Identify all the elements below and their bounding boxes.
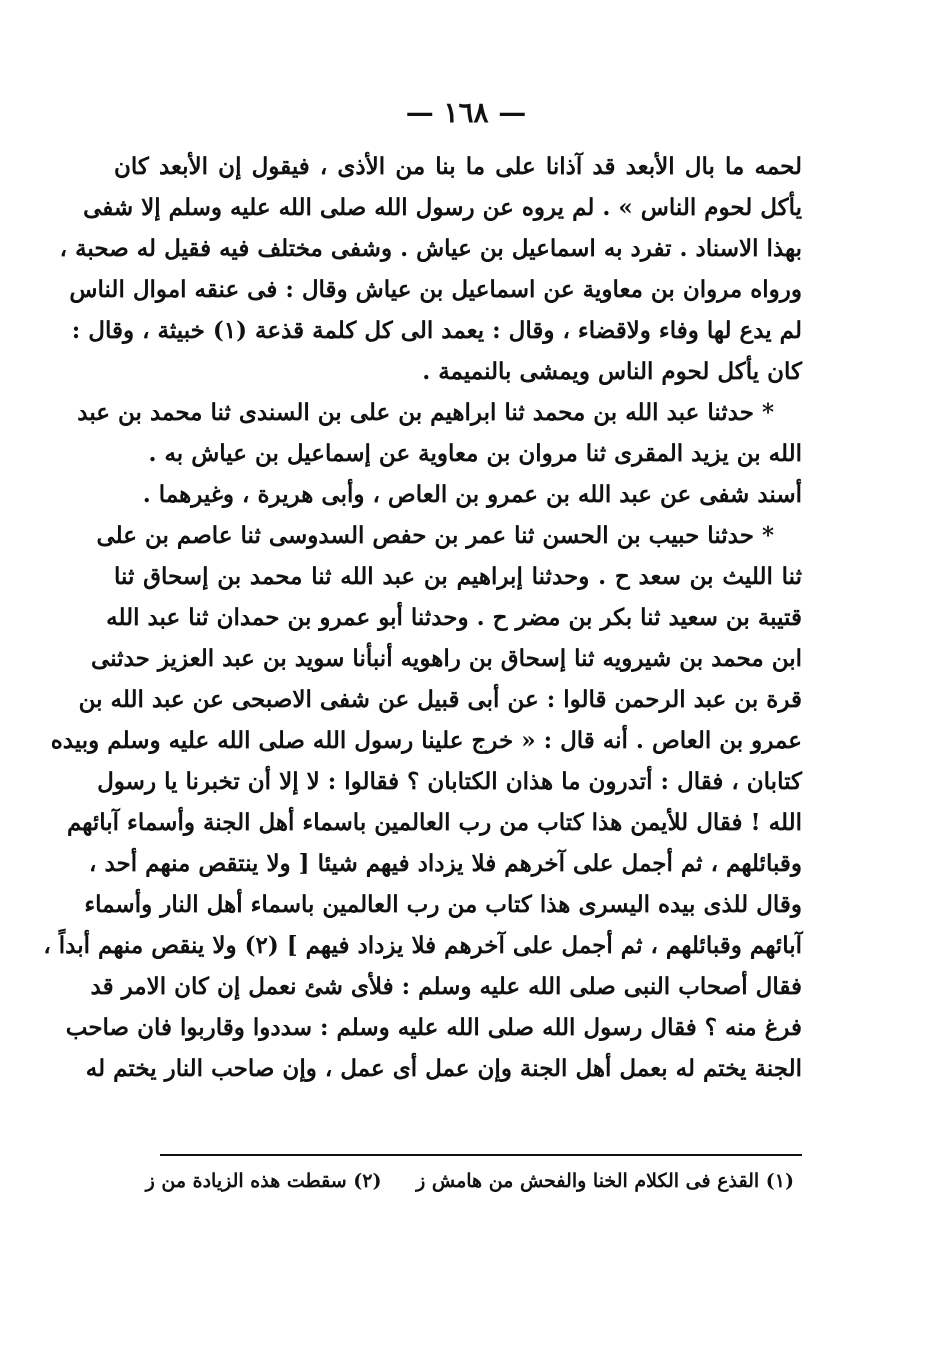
text-line: يأكل لحوم الناس » . لم يروه عن رسول الله صلى الله عليه وسلم إلا شفى — [83, 194, 802, 221]
text-line: بهذا الاسناد . تفرد به اسماعيل بن عياش . وشفى مختلف فيه فقيل له صحبة ، — [59, 235, 802, 262]
paragraph-2 — [77, 392, 802, 474]
text-line: ورواه مروان بن معاوية عن اسماعيل بن عياش وقال : فى عنقه اموال الناس — [69, 276, 802, 303]
footnote-divider — [160, 1154, 802, 1156]
text-line: الله بن يزيد المقرى ثنا مروان بن معاوية عن إسماعيل بن عياش به . — [148, 440, 802, 467]
text-line: الله ! فقال للأيمن هذا كتاب من رب العالمين باسماء أهل الجنة وأسماء آبائهم — [66, 809, 802, 836]
text-line: أسند شفى عن عبد الله بن عمرو بن العاص ، وأبى هريرة ، وغيرهما . — [142, 481, 802, 508]
text-line: وقبائلهم ، ثم أجمل على آخرهم فلا يزداد فيهم شيئا [ ولا ينتقص منهم أحد ، — [89, 850, 802, 877]
text-line: كتابان ، فقال : أتدرون ما هذان الكتابان ؟ فقالوا : لا إلا أن تخبرنا يا رسول — [97, 768, 802, 795]
text-line: * حدثنا عبد الله بن محمد ثنا ابراهيم بن على بن السندى ثنا محمد بن عبد — [77, 399, 774, 426]
paragraph-4 — [43, 515, 802, 1089]
footnote-2: (٢) سقطت هذه الزيادة من ز — [145, 1170, 382, 1192]
text-line: وقال للذى بيده اليسرى هذا كتاب من رب العالمين باسماء أهل النار وأسماء — [84, 891, 802, 918]
paragraph-3 — [114, 474, 802, 515]
paragraph-1 — [59, 146, 802, 392]
text-line: قرة بن عبد الرحمن قالوا : عن أبى قبيل عن شفى الاصبحى عن عبد الله بن — [78, 686, 802, 713]
body-text — [43, 146, 802, 1089]
footnotes — [114, 1164, 794, 1198]
text-line: * حدثنا حبيب بن الحسن ثنا عمر بن حفص السدوسى ثنا عاصم بن على — [96, 522, 774, 549]
text-line: قتيبة بن سعيد ثنا بكر بن مضر ح . وحدثنا أبو عمرو بن حمدان ثنا عبد الله — [106, 604, 802, 631]
text-line: ثنا الليث بن سعد ح . وحدثنا إبراهيم بن عبد الله ثنا محمد بن إسحاق ثنا — [114, 563, 802, 590]
text-line: فقال أصحاب النبى صلى الله عليه وسلم : فلأى شئ نعمل إن كان الامر قد — [90, 973, 802, 1000]
text-line: لم يدع لها وفاء ولاقضاء ، وقال : يعمد الى كل كلمة قذعة (١) خبيثة ، وقال : — [71, 317, 802, 344]
text-line: الجنة يختم له بعمل أهل الجنة وإن عمل أى عمل ، وإن صاحب النار يختم له — [85, 1055, 802, 1082]
text-line: لحمه ما بال الأبعد قد آذانا على ما بنا من الأذى ، فيقول إن الأبعد كان — [114, 153, 802, 180]
text-line: فرغ منه ؟ فقال رسول الله صلى الله عليه وسلم : سددوا وقاربوا فان صاحب — [65, 1014, 802, 1041]
page-number: — ١٦٨ — — [405, 96, 527, 129]
text-line: عمرو بن العاص . أنه قال : « خرج علينا رسول الله صلى الله عليه وسلم وبيده — [50, 727, 802, 754]
footnote-1: (١) القذع فى الكلام الخنا والفحش من هامش ز — [416, 1170, 794, 1192]
text-line: ابن محمد بن شيرويه ثنا إسحاق بن راهويه أنبأنا سويد بن عبد العزيز حدثنى — [91, 645, 802, 672]
text-line: آبائهم وقبائلهم ، ثم أجمل على آخرهم فلا يزداد فيهم ] (٢) ولا ينقص منهم أبداً ، — [43, 932, 802, 959]
text-line: كان يأكل لحوم الناس ويمشى بالنميمة . — [422, 358, 802, 385]
